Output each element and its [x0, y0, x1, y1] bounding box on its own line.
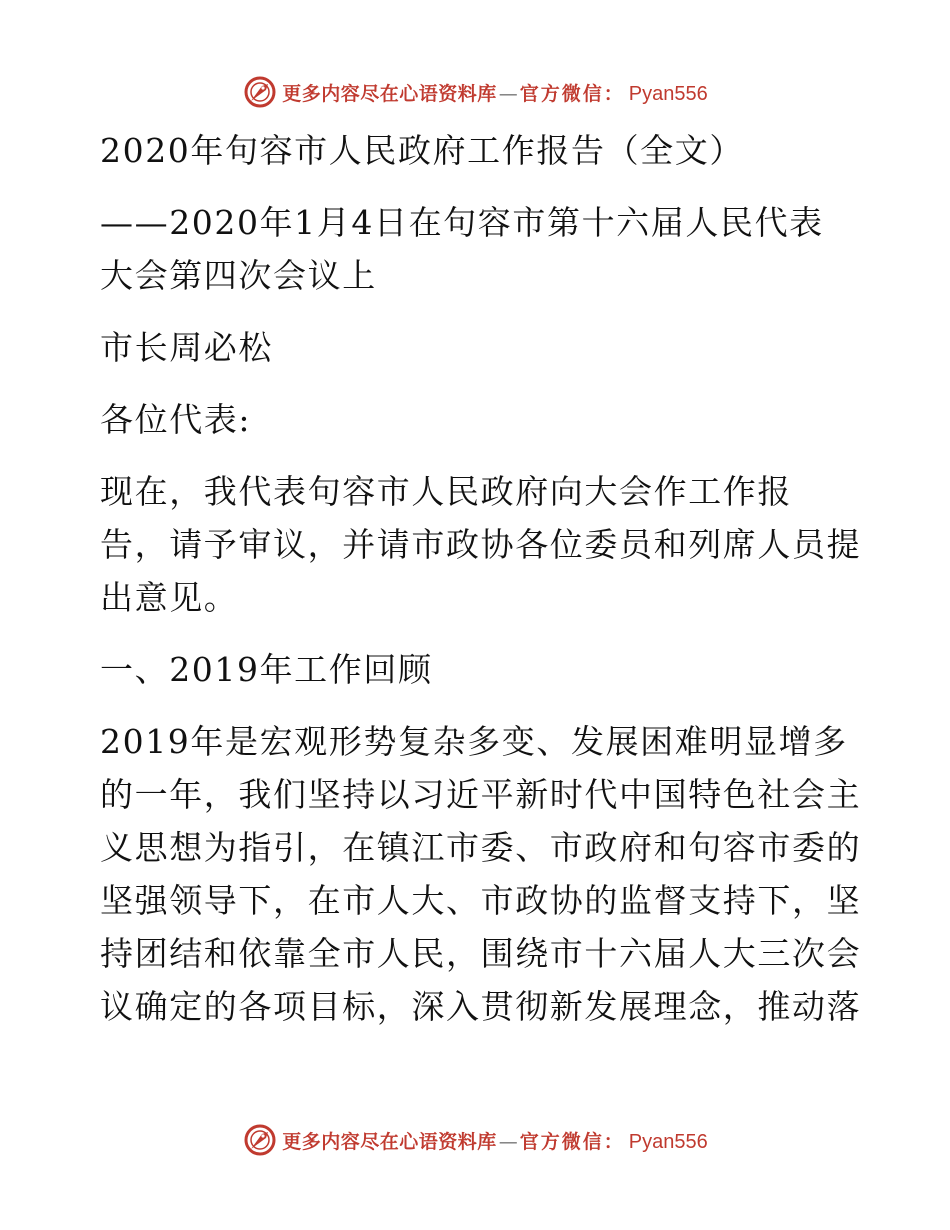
body-line: 议确定的各项目标，深入贯彻新发展理念，推动落 — [100, 987, 862, 1026]
section-heading — [100, 643, 850, 696]
banner-wechat-label: 官方微信： — [519, 82, 625, 105]
salutation-text: 各位代表: — [100, 400, 252, 439]
subtitle-line: ——2020年1月4日在句容市第十六届人民代表 — [100, 203, 824, 242]
body-paragraph — [100, 715, 862, 1033]
intro-line: 现在，我代表句容市人民政府向大会作工作报 — [100, 472, 792, 511]
document-title — [100, 124, 850, 177]
banner-main-text: 更多内容尽在心语资料库 — [282, 1130, 497, 1153]
body-line: 2019年是宏观形势复杂多变、发展困难明显增多 — [100, 722, 848, 761]
document-title-text: 2020年句容市人民政府工作报告（全文） — [100, 131, 744, 170]
speaker-text: 市长周必松 — [100, 328, 273, 367]
banner-wechat-label: 官方微信： — [519, 1130, 625, 1153]
header-watermark-banner — [0, 72, 950, 112]
banner-wechat-id: Pyan556 — [628, 82, 708, 105]
banner-main-text: 更多内容尽在心语资料库 — [282, 82, 497, 105]
intro-line: 告，请予审议，并请市政协各位委员和列席人员提 — [100, 525, 862, 564]
banner-separator: — — [498, 1130, 518, 1153]
banner-wechat-id: Pyan556 — [628, 1130, 708, 1153]
pen-nib-circle-logo-icon — [242, 74, 278, 110]
body-line: 的一年，我们坚持以习近平新时代中国特色社会主 — [100, 775, 862, 814]
document-subtitle — [100, 196, 850, 302]
pen-nib-circle-logo-icon — [242, 1122, 278, 1158]
body-line: 义思想为指引，在镇江市委、市政府和句容市委的 — [100, 828, 862, 867]
intro-line: 出意见。 — [100, 578, 239, 617]
document-speaker — [100, 321, 850, 374]
subtitle-line: 大会第四次会议上 — [100, 256, 377, 295]
intro-paragraph — [100, 465, 862, 624]
body-line: 坚强领导下，在市人大、市政协的监督支持下，坚 — [100, 881, 862, 920]
section-heading-text: 一、2019年工作回顾 — [100, 650, 433, 689]
document-salutation — [100, 393, 850, 446]
footer-watermark-banner — [0, 1120, 950, 1160]
document-content — [100, 124, 862, 1033]
banner-separator: — — [498, 82, 518, 105]
body-line: 持团结和依靠全市人民，围绕市十六届人大三次会 — [100, 934, 862, 973]
